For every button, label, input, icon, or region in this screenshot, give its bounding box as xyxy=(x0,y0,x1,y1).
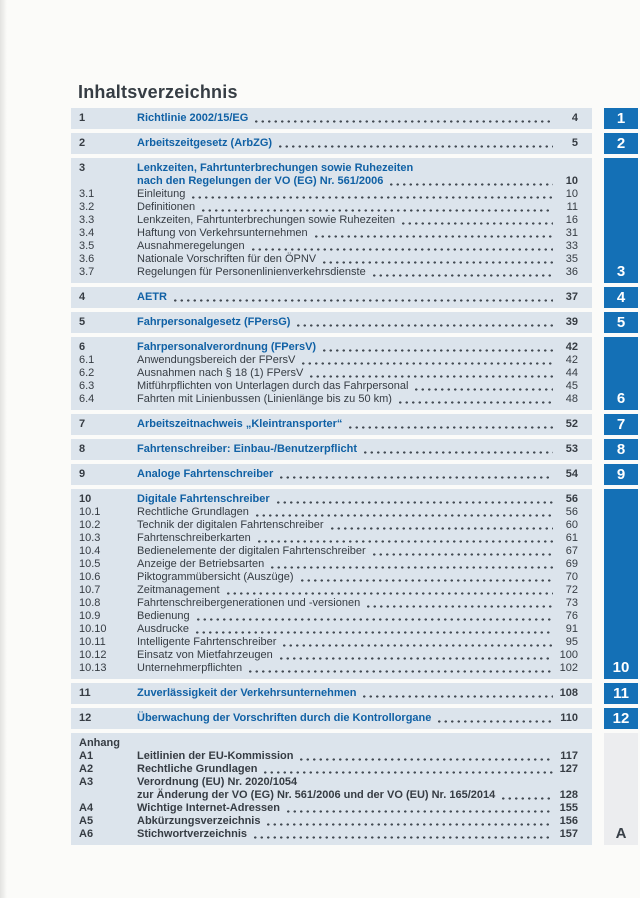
entry-number: A2 xyxy=(79,763,94,775)
entry-title: Einleitung xyxy=(137,188,186,200)
dot-leader xyxy=(167,291,556,304)
entry-body xyxy=(137,687,578,700)
toc-entry xyxy=(71,750,592,763)
entry-body xyxy=(137,506,578,519)
entry-number: 10.10 xyxy=(79,623,107,635)
entry-page-number: 72 xyxy=(565,584,578,596)
entry-body xyxy=(137,137,578,150)
edge-tab-7: 7 xyxy=(604,414,638,435)
entry-number: 3.7 xyxy=(79,266,95,278)
dot-leader xyxy=(356,687,556,700)
entry-title: Fahrtenschreiber: Einbau-/Benutzerpflicht xyxy=(137,443,358,455)
entry-page-number: 157 xyxy=(559,828,578,840)
entry-page-number: 37 xyxy=(565,291,578,303)
entry-body xyxy=(137,828,578,841)
toc-section-band-9 xyxy=(71,464,626,485)
entry-page-number: 110 xyxy=(560,712,578,724)
dot-leader xyxy=(360,597,556,610)
dot-leader xyxy=(185,188,556,201)
toc-entry xyxy=(71,367,592,380)
entry-page-number: 5 xyxy=(571,137,578,149)
dot-leader xyxy=(247,828,556,841)
entry-body xyxy=(137,802,578,815)
entry-title: Fahrpersonalverordnung (FPersV) xyxy=(137,341,317,353)
toc-entry xyxy=(71,506,592,519)
dot-leader xyxy=(395,214,556,227)
entry-title: Rechtliche Grundlagen xyxy=(137,763,258,775)
dot-leader xyxy=(295,354,556,367)
toc-entry xyxy=(71,815,592,828)
entry-title: Rechtliche Grundlagen xyxy=(137,506,249,518)
toc-entry xyxy=(71,776,592,802)
entry-number: 10.6 xyxy=(79,571,101,583)
entry-body xyxy=(137,341,578,354)
entry-page-number: 128 xyxy=(559,789,578,801)
entry-number: 1 xyxy=(79,112,86,124)
entry-title: Verordnung (EU) Nr. 2020/1054 xyxy=(137,776,298,788)
entry-body xyxy=(137,443,578,456)
toc-page xyxy=(71,82,630,849)
entry-body xyxy=(137,266,578,279)
dot-leader xyxy=(290,316,556,329)
entry-page-number: 45 xyxy=(565,380,578,392)
edge-tab-A: A xyxy=(604,733,638,845)
entry-body xyxy=(137,662,578,675)
entry-body xyxy=(137,623,578,636)
entry-body xyxy=(137,162,578,188)
toc-section-band-12 xyxy=(71,708,630,729)
entry-title: Leitlinien der EU-Kommission xyxy=(137,750,294,762)
entry-number: 10.4 xyxy=(79,545,101,557)
dot-leader xyxy=(366,266,556,279)
toc-section-band-6 xyxy=(71,337,626,410)
edge-tab-12: 12 xyxy=(604,708,638,729)
dot-leader xyxy=(190,610,556,623)
entry-title: Anzeige der Betriebsarten xyxy=(137,558,265,570)
dot-leader xyxy=(264,558,556,571)
entry-body xyxy=(137,393,578,406)
entry-body xyxy=(137,367,578,380)
entry-number: 10.12 xyxy=(79,649,107,661)
toc-entry xyxy=(71,610,592,623)
entry-number: 3.5 xyxy=(79,240,95,252)
toc-section-band-1 xyxy=(71,108,626,129)
entry-body xyxy=(137,240,578,253)
dot-leader xyxy=(220,584,556,597)
entry-title: Anwendungsbereich der FPersV xyxy=(137,354,296,366)
edge-tab-1: 1 xyxy=(604,108,638,129)
entry-number: 6.4 xyxy=(79,393,95,405)
entry-page-number: 52 xyxy=(565,418,578,430)
entry-title: Stichwortverzeichnis xyxy=(137,828,248,840)
entry-title: Bedienelemente der digitalen Fahrtenschreiber xyxy=(137,545,366,557)
toc-entry xyxy=(71,828,592,841)
toc-entry xyxy=(71,519,592,532)
entry-page-number: 53 xyxy=(565,443,578,455)
toc-section-band-10 xyxy=(71,489,630,679)
entry-number: 6.2 xyxy=(79,367,95,379)
toc-entry xyxy=(71,662,592,675)
dot-leader xyxy=(273,649,556,662)
entry-number: 4 xyxy=(79,291,86,303)
entry-title: AETR xyxy=(137,291,167,303)
entry-body xyxy=(137,214,578,227)
dot-leader xyxy=(272,137,556,150)
entry-title: Lenkzeiten, Fahrtunterbrechungen sowie Ruhezeiten xyxy=(137,162,414,174)
entry-number: 3.4 xyxy=(79,227,95,239)
entry-number: 10.13 xyxy=(79,662,107,674)
entry-number: A4 xyxy=(79,802,94,814)
entry-number: 10.8 xyxy=(79,597,101,609)
entry-title: Zeitmanagement xyxy=(137,584,220,596)
entry-page-number: 36 xyxy=(565,266,578,278)
toc-section-band-3 xyxy=(71,158,626,283)
toc-entry xyxy=(71,597,592,610)
entry-page-number: 127 xyxy=(559,763,578,775)
toc-entry xyxy=(71,214,592,227)
edge-tab-6: 6 xyxy=(604,337,638,410)
entry-number: 10.2 xyxy=(79,519,101,531)
entry-body xyxy=(137,750,578,763)
dot-leader xyxy=(366,545,556,558)
dot-leader xyxy=(324,519,557,532)
dot-leader xyxy=(276,636,556,649)
edge-tab-11: 11 xyxy=(604,683,638,704)
entry-number: 2 xyxy=(79,137,86,149)
entry-title: Intelligente Fahrtenschreiber xyxy=(137,636,277,648)
entry-body xyxy=(137,468,578,481)
dot-leader xyxy=(257,763,556,776)
entry-number: A6 xyxy=(79,828,94,840)
entry-body xyxy=(137,649,578,662)
dot-leader xyxy=(294,571,556,584)
entry-body xyxy=(137,316,578,329)
entry-body xyxy=(137,188,578,201)
toc-section-band-2 xyxy=(71,133,626,154)
entry-number: 10.11 xyxy=(79,636,106,648)
dot-leader xyxy=(248,112,556,125)
dot-leader xyxy=(316,341,556,354)
dot-leader xyxy=(383,175,556,188)
dot-leader xyxy=(249,506,556,519)
entry-body xyxy=(137,253,578,266)
toc-entry xyxy=(71,291,592,304)
entry-page-number: 31 xyxy=(565,227,578,239)
toc-entry xyxy=(71,341,592,354)
entry-page-number: 54 xyxy=(565,468,578,480)
entry-page-number: 60 xyxy=(565,519,578,531)
toc-entry xyxy=(71,493,592,506)
entry-page-number: 16 xyxy=(565,214,578,226)
toc-entry xyxy=(71,393,592,406)
entry-title: Unternehmerpflichten xyxy=(137,662,243,674)
entry-number: 7 xyxy=(79,418,86,430)
entry-number: 8 xyxy=(79,443,86,455)
entry-title: Bedienung xyxy=(137,610,190,622)
toc-entry xyxy=(71,112,592,125)
toc-entry xyxy=(71,316,592,329)
edge-tab-8: 8 xyxy=(604,439,638,460)
entry-number: 3.3 xyxy=(79,214,95,226)
dot-leader xyxy=(245,240,556,253)
entry-title: Technik der digitalen Fahrtenschreiber xyxy=(137,519,324,531)
toc-section-band-5 xyxy=(71,312,626,333)
entry-body xyxy=(137,610,578,623)
toc-entry xyxy=(71,443,592,456)
dot-leader xyxy=(408,380,556,393)
dot-leader xyxy=(260,815,556,828)
entry-title: Arbeitszeitnachweis „Kleintransporter“ xyxy=(137,418,343,430)
entry-title: Richtlinie 2002/15/EG xyxy=(137,112,249,124)
entry-title: Fahrten mit Linienbussen (Linienlänge bis zu 50 km) xyxy=(137,393,392,405)
entry-body xyxy=(137,558,578,571)
dot-leader xyxy=(342,418,556,431)
entry-page-number: 155 xyxy=(559,802,578,814)
entry-body xyxy=(137,380,578,393)
toc-entry xyxy=(71,687,592,700)
entry-page-number: 102 xyxy=(559,662,578,674)
dot-leader xyxy=(303,367,556,380)
dot-leader xyxy=(357,443,556,456)
dot-leader xyxy=(495,789,556,802)
entry-page-number: 95 xyxy=(565,636,578,648)
edge-tab-3: 3 xyxy=(604,158,638,283)
entry-title: zur Änderung der VO (EG) Nr. 561/2006 und der VO (EU) Nr. 165/2014 xyxy=(137,789,496,801)
toc-entry xyxy=(71,763,592,776)
entry-body xyxy=(137,763,578,776)
entry-number: 10.7 xyxy=(79,584,101,596)
entry-body xyxy=(137,532,578,545)
entry-title: Regelungen für Personenlinienverkehrsdienste xyxy=(137,266,366,278)
toc-entry xyxy=(71,737,592,750)
toc-sections xyxy=(71,108,630,845)
entry-body xyxy=(137,571,578,584)
entry-number: 3.1 xyxy=(79,188,95,200)
toc-entry xyxy=(71,266,592,279)
entry-title: Abkürzungsverzeichnis xyxy=(137,815,261,827)
toc-entry xyxy=(71,137,592,150)
entry-body xyxy=(137,112,578,125)
edge-tab-5: 5 xyxy=(604,312,638,333)
entry-number: 6 xyxy=(79,341,86,353)
entry-title: Analoge Fahrtenschreiber xyxy=(137,468,274,480)
entry-title: Überwachung der Vorschriften durch die Kontrollorgane xyxy=(137,712,432,724)
entry-page-number: 10 xyxy=(565,188,578,200)
entry-body xyxy=(137,776,578,802)
entry-title: Fahrtenschreiberkarten xyxy=(137,532,251,544)
entry-number: 3 xyxy=(79,162,86,174)
entry-page-number: 117 xyxy=(560,750,578,762)
dot-leader xyxy=(392,393,556,406)
dot-leader xyxy=(280,802,556,815)
toc-entry xyxy=(71,623,592,636)
entry-number: 9 xyxy=(79,468,86,480)
entry-title: Ausdrucke xyxy=(137,623,189,635)
toc-section-band-7 xyxy=(71,414,626,435)
toc-entry xyxy=(71,162,592,188)
entry-page-number: 42 xyxy=(565,341,578,353)
toc-entry xyxy=(71,649,592,662)
toc-entry xyxy=(71,201,592,214)
entry-number: 10.1 xyxy=(79,506,101,518)
entry-page-number: 11 xyxy=(566,201,578,213)
entry-title: Fahrpersonalgesetz (FPersG) xyxy=(137,316,291,328)
entry-title: Digitale Fahrtenschreiber xyxy=(137,493,270,505)
toc-entry xyxy=(71,354,592,367)
entry-number: 6.3 xyxy=(79,380,95,392)
entry-page-number: 48 xyxy=(565,393,578,405)
dot-leader xyxy=(270,493,556,506)
entry-title: Nationale Vorschriften für den ÖPNV xyxy=(137,253,317,265)
entry-number: 3.6 xyxy=(79,253,95,265)
entry-body xyxy=(137,227,578,240)
toc-entry xyxy=(71,571,592,584)
entry-title: Einsatz von Mietfahrzeugen xyxy=(137,649,273,661)
entry-number: 11 xyxy=(79,687,91,699)
entry-body xyxy=(137,519,578,532)
entry-title: Arbeitszeitgesetz (ArbZG) xyxy=(137,137,273,149)
toc-entry xyxy=(71,802,592,815)
entry-page-number: 42 xyxy=(565,354,578,366)
toc-entry xyxy=(71,240,592,253)
entry-title: Haftung von Verkehrsunternehmen xyxy=(137,227,308,239)
dot-leader xyxy=(189,623,556,636)
toc-entry xyxy=(71,558,592,571)
toc-section-band-4 xyxy=(71,287,626,308)
edge-tab-10: 10 xyxy=(604,489,638,679)
entry-body xyxy=(137,545,578,558)
entry-title: Definitionen xyxy=(137,201,196,213)
entry-body xyxy=(137,636,578,649)
entry-page-number: 56 xyxy=(565,493,578,505)
entry-title: Ausnahmeregelungen xyxy=(137,240,245,252)
entry-body xyxy=(137,354,578,367)
entry-number: 10.5 xyxy=(79,558,101,570)
entry-body xyxy=(137,712,578,725)
toc-entry xyxy=(71,227,592,240)
dot-leader xyxy=(242,662,556,675)
entry-number: 12 xyxy=(79,712,92,724)
entry-page-number: 69 xyxy=(565,558,578,570)
entry-number: 5 xyxy=(79,316,86,328)
entry-title: Zuverlässigkeit der Verkehrsunternehmen xyxy=(137,687,357,699)
entry-page-number: 67 xyxy=(565,545,578,557)
scan-page-edge-shadow xyxy=(0,0,7,898)
toc-entry xyxy=(71,418,592,431)
entry-body xyxy=(137,291,578,304)
toc-entry xyxy=(71,380,592,393)
entry-body xyxy=(137,418,578,431)
dot-leader xyxy=(431,712,556,725)
dot-leader xyxy=(195,201,556,214)
edge-tab-4: 4 xyxy=(604,287,638,308)
toc-entry xyxy=(71,584,592,597)
entry-page-number: 10 xyxy=(565,175,578,187)
entry-title: Piktogrammübersicht (Auszüge) xyxy=(137,571,294,583)
entry-number: 10 xyxy=(79,493,92,505)
entry-number: A1 xyxy=(79,750,94,762)
edge-tab-9: 9 xyxy=(604,464,638,485)
entry-page-number: 56 xyxy=(565,506,578,518)
entry-page-number: 44 xyxy=(565,367,578,379)
dot-leader xyxy=(251,532,556,545)
entry-title: Mitführpflichten von Unterlagen durch das Fahrpersonal xyxy=(137,380,409,392)
entry-page-number: 156 xyxy=(559,815,578,827)
toc-section-band-A xyxy=(71,733,627,845)
page-title: Inhaltsverzeichnis xyxy=(78,82,238,102)
dot-leader xyxy=(293,750,556,763)
toc-entry xyxy=(71,532,592,545)
entry-number: A3 xyxy=(79,776,94,788)
toc-entry xyxy=(71,636,592,649)
dot-leader xyxy=(316,253,556,266)
entry-title: Ausnahmen nach § 18 (1) FPersV xyxy=(137,367,304,379)
entry-page-number: 61 xyxy=(565,532,578,544)
dot-leader xyxy=(273,468,556,481)
toc-entry xyxy=(71,468,592,481)
entry-number: 6.1 xyxy=(79,354,95,366)
entry-page-number: 76 xyxy=(565,610,578,622)
entry-page-number: 35 xyxy=(565,253,578,265)
entry-number: A5 xyxy=(79,815,94,827)
toc-entry xyxy=(71,188,592,201)
entry-title: Lenkzeiten, Fahrtunterbrechungen sowie Ruhezeiten xyxy=(137,214,396,226)
dot-leader xyxy=(308,227,556,240)
entry-body xyxy=(137,815,578,828)
entry-body xyxy=(137,493,578,506)
toc-entry xyxy=(71,253,592,266)
entry-title: nach den Regelungen der VO (EG) Nr. 561/2006 xyxy=(137,175,384,187)
entry-page-number: 108 xyxy=(559,687,578,699)
toc-section-band-8 xyxy=(71,439,626,460)
entry-body xyxy=(137,201,578,214)
entry-page-number: 100 xyxy=(559,649,578,661)
entry-title: Fahrtenschreibergenerationen und -versionen xyxy=(137,597,361,609)
entry-page-number: 70 xyxy=(565,571,578,583)
toc-entry xyxy=(71,712,592,725)
edge-tab-2: 2 xyxy=(604,133,638,154)
entry-number: 10.9 xyxy=(79,610,101,622)
entry-number: 3.2 xyxy=(79,201,95,213)
entry-page-number: 4 xyxy=(571,112,578,124)
entry-body xyxy=(137,597,578,610)
entry-number: 10.3 xyxy=(79,532,101,544)
toc-section-band-11 xyxy=(71,683,629,704)
entry-page-number: 33 xyxy=(565,240,578,252)
entry-page-number: 91 xyxy=(565,623,578,635)
entry-page-number: 39 xyxy=(565,316,578,328)
entry-title: Wichtige Internet-Adressen xyxy=(137,802,280,814)
toc-entry xyxy=(71,545,592,558)
entry-page-number: 73 xyxy=(565,597,578,609)
entry-body xyxy=(137,584,578,597)
entry-number: Anhang xyxy=(79,737,120,749)
